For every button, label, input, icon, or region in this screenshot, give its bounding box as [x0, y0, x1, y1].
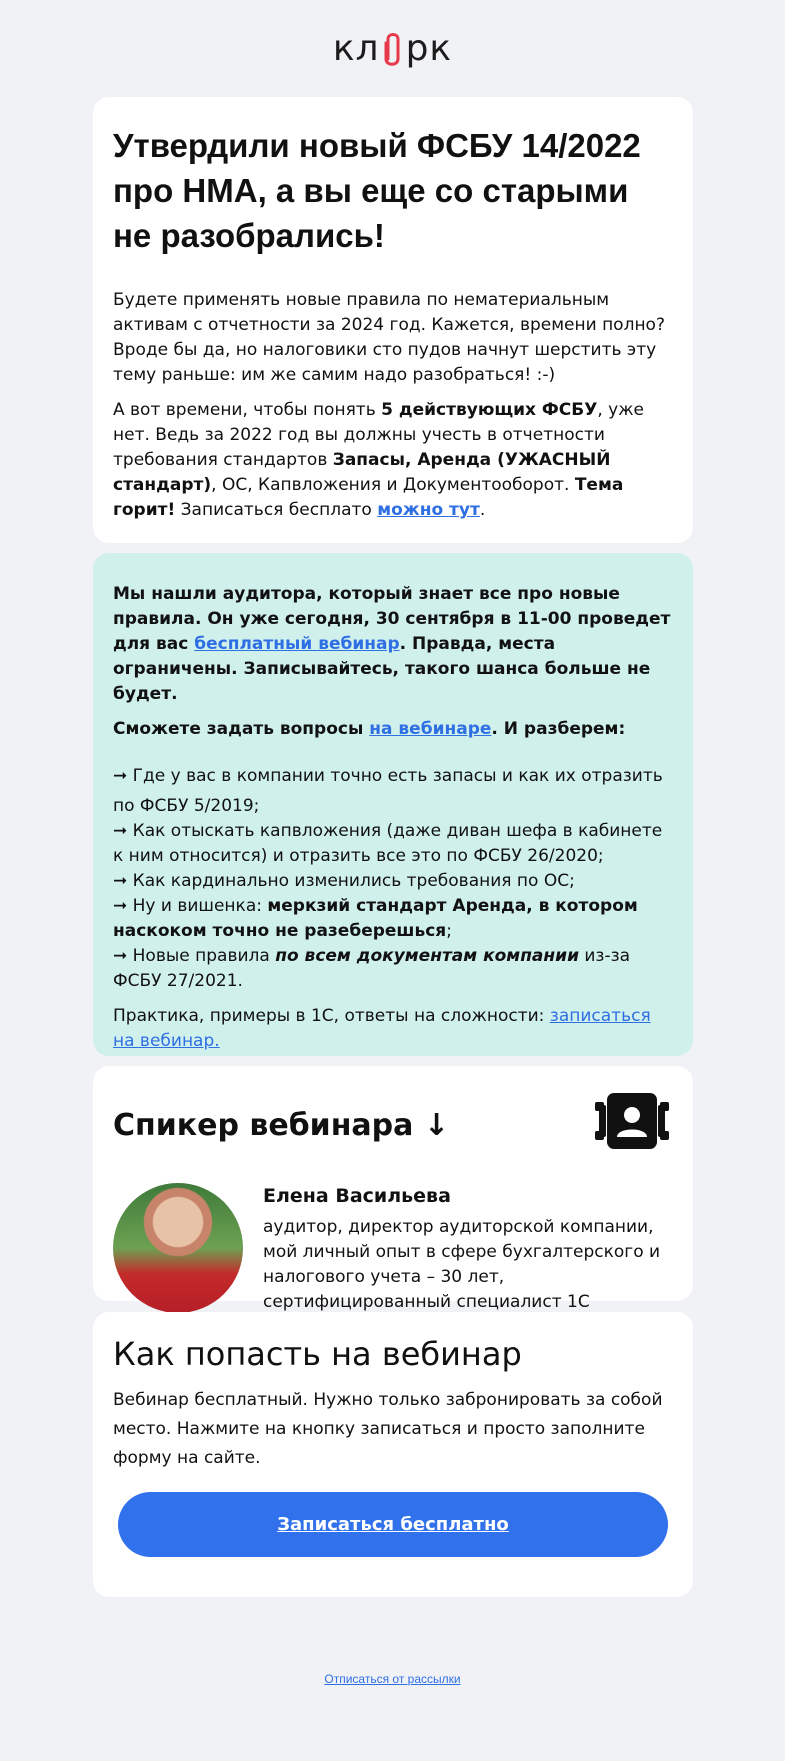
paperclip-icon: [381, 29, 405, 69]
speaker-title: Спикер вебинара ↓: [113, 1108, 449, 1143]
howto-text: Вебинар бесплатный. Нужно только забронировать за собой место. Нажмите на кнопку записаться и просто заполните форму на сайте.: [113, 1390, 663, 1468]
speaker-card: [93, 1066, 693, 1312]
text: Записаться бесплато: [175, 500, 378, 520]
text: , ОС, Капвложения и Документооборот.: [211, 475, 575, 495]
speaker-row: [113, 1183, 673, 1315]
text: . Правда, места ограничены. Записывайтесь, такого шанса больше не будет.: [113, 634, 651, 704]
text: , уже нет. Ведь за 2022 год вы должны учесть в отчетности требования стандартов: [113, 400, 644, 470]
speaker-avatar: [113, 1183, 243, 1313]
text: ➞ Ну и вишенка:: [113, 896, 268, 916]
intro-paragraph-2: [113, 398, 673, 523]
text: Мы нашли аудитора, который знает все про новые правила. Он уже сегодня, 30 сентября в 11-00 проведет для вас: [113, 584, 671, 654]
text: .: [479, 500, 486, 520]
intro-card: [93, 97, 693, 543]
speaker-name: Елена Васильева: [263, 1185, 451, 1207]
questions-paragraph: [113, 717, 673, 742]
webinar-link[interactable]: на вебинаре: [369, 719, 492, 739]
list-item: [113, 944, 673, 994]
auditor-card: [93, 553, 693, 1056]
auditor-intro: [113, 582, 673, 707]
text: ➞ Новые правила: [113, 946, 276, 966]
logo[interactable]: [333, 28, 452, 69]
header: [0, 0, 785, 97]
intro-paragraph-1: Будете применять новые правила по нематериальным активам с отчетности за 2024 год. Кажется, времени полно? Вроде бы да, но налоговики сто пудов начнут шерстить эту тему раньше: им же самим надо разобраться! :-): [113, 290, 665, 385]
free-webinar-link[interactable]: бесплатный вебинар: [194, 634, 400, 654]
text: Сможете задать вопросы: [113, 719, 370, 739]
bold-text: меркзий стандарт Аренда, в котором наскоком точно не разеберешься: [113, 896, 638, 941]
intro-heading: Утвердили новый ФСБУ 14/2022 про НМА, а вы еще со старыми не разобрались!: [113, 127, 641, 254]
list-item: ➞ Где у вас в компании точно есть запасы и как их отразить: [113, 766, 663, 786]
bold-text: 5 действующих ФСБУ: [381, 400, 598, 420]
logo-text-right: рк: [405, 28, 453, 69]
list-item: [113, 894, 673, 944]
text: ;: [446, 921, 452, 941]
register-webinar-link[interactable]: записаться на вебинар.: [113, 1006, 651, 1051]
contacts-icon: [591, 1080, 673, 1162]
speaker-info: [263, 1183, 673, 1315]
bold-italic-text: по всем документам компании: [275, 946, 579, 966]
howto-title: Как попасть на вебинар: [113, 1335, 522, 1373]
practice-paragraph: [113, 1004, 673, 1054]
list-item: по ФСБУ 5/2019;: [113, 796, 260, 816]
howto-card: [93, 1312, 693, 1597]
signup-link[interactable]: можно тут: [377, 500, 480, 520]
unsubscribe-link[interactable]: Отписаться от рассылки: [324, 1672, 461, 1686]
bold-text: Тема горит!: [113, 475, 624, 520]
text: . И разберем:: [491, 719, 626, 739]
speaker-description: аудитор, директор аудиторской компании, мой личный опыт в сфере бухгалтерского и налогового учета – 30 лет, сертифицированный специалист 1С: [263, 1217, 661, 1312]
text: Практика, примеры в 1С, ответы на сложности:: [113, 1006, 550, 1026]
speaker-header: [113, 1088, 673, 1163]
list-item: ➞ Как кардинально изменились требования по ОС;: [113, 871, 575, 891]
text: из-за ФСБУ 27/2021.: [113, 946, 631, 991]
list-item: ➞ Как отыскать капвложения (даже диван шефа в кабинете к ним относится) и отразить все это по ФСБУ 26/2020;: [113, 821, 663, 866]
logo-text-left: кл: [332, 28, 380, 69]
bold-text: Запасы, Аренда (УЖАСНЫЙ стандарт): [113, 450, 611, 495]
text: А вот времени, чтобы понять: [113, 400, 382, 420]
footer: [0, 1672, 785, 1686]
register-free-button[interactable]: Записаться бесплатно: [118, 1492, 668, 1557]
